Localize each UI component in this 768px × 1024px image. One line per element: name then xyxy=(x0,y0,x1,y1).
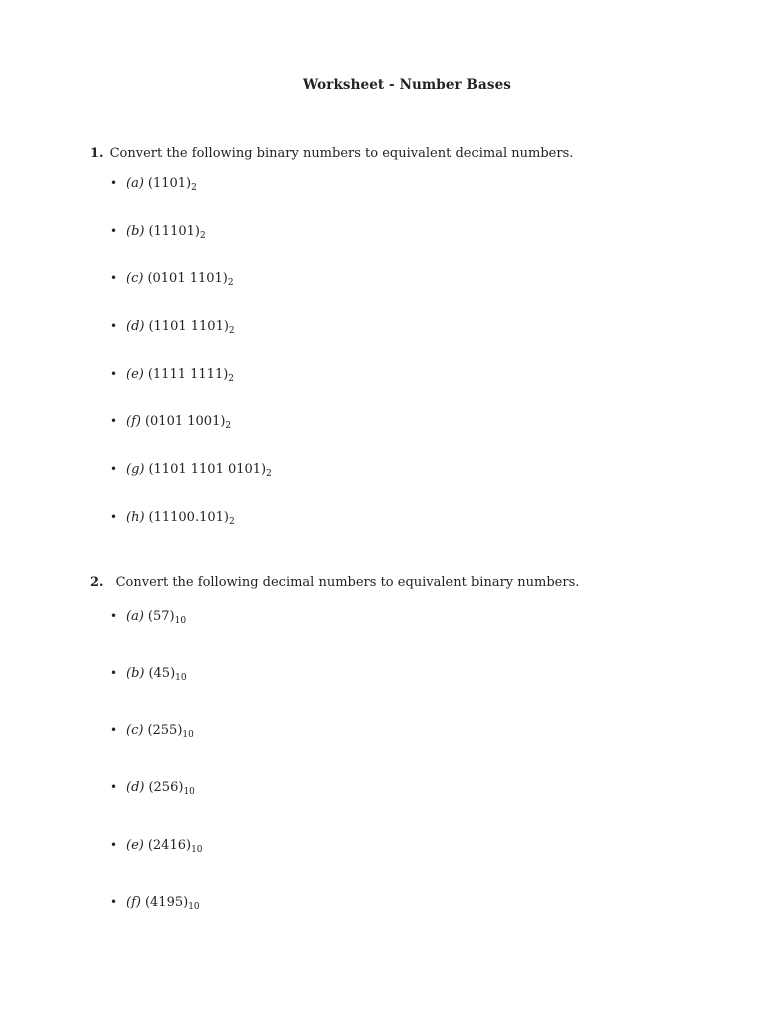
bullet-icon: • xyxy=(110,176,118,190)
list-item xyxy=(110,224,206,241)
item-base: 10 xyxy=(175,673,187,683)
bullet-icon: • xyxy=(110,367,118,381)
item-value: (1111 1111) xyxy=(147,367,229,382)
item-base: 2 xyxy=(228,326,235,336)
bullet-icon: • xyxy=(110,723,118,737)
bullet-icon: • xyxy=(110,510,118,524)
list-item xyxy=(110,895,200,912)
bullet-icon: • xyxy=(110,838,118,852)
item-value: (1101 1101) xyxy=(148,319,229,334)
item-value: (1101) xyxy=(147,176,192,191)
list-item xyxy=(110,723,194,740)
list-item xyxy=(110,176,197,193)
item-base: 10 xyxy=(174,616,187,626)
page-title: Worksheet - Number Bases xyxy=(303,77,511,93)
item-label: (e) xyxy=(126,367,144,382)
bullet-icon: • xyxy=(110,414,118,428)
item-value: (255) xyxy=(147,723,183,738)
item-label: (a) xyxy=(126,176,144,191)
item-base: 10 xyxy=(191,845,203,855)
item-label: (a) xyxy=(126,609,144,624)
item-label: (e) xyxy=(126,838,144,853)
list-item xyxy=(110,510,235,527)
item-value: (256) xyxy=(148,780,184,795)
item-value: (2416) xyxy=(147,838,192,853)
item-label: (d) xyxy=(126,319,145,334)
item-value: (57) xyxy=(147,609,175,624)
item-label: (d) xyxy=(126,780,145,795)
item-value: (0101 1101) xyxy=(147,271,228,286)
item-value: (4195) xyxy=(144,895,189,910)
item-label: (c) xyxy=(126,271,144,286)
item-label: (h) xyxy=(126,510,145,525)
bullet-icon: • xyxy=(110,319,118,333)
item-label: (b) xyxy=(126,666,145,681)
item-base: 2 xyxy=(227,278,234,288)
item-base: 10 xyxy=(182,730,194,740)
list-item xyxy=(110,319,235,336)
question-1 xyxy=(90,146,573,161)
item-value: (11101) xyxy=(148,224,200,239)
question-text: Convert the following binary numbers to equivalent decimal numbers. xyxy=(109,146,574,161)
item-base: 2 xyxy=(191,183,197,193)
item-value: (1101 1101 0101) xyxy=(148,462,267,477)
bullet-icon: • xyxy=(110,895,118,909)
question-number: 2. xyxy=(90,575,104,590)
list-item xyxy=(110,414,231,431)
bullet-icon: • xyxy=(110,666,118,680)
list-item xyxy=(110,367,234,384)
item-label: (f) xyxy=(126,895,141,910)
question-number: 1. xyxy=(90,146,104,161)
list-item xyxy=(110,838,203,855)
item-label: (f) xyxy=(126,414,141,429)
item-value: (45) xyxy=(148,666,176,681)
list-item xyxy=(110,609,186,626)
bullet-icon: • xyxy=(110,780,118,794)
item-base: 2 xyxy=(266,469,272,479)
bullet-icon: • xyxy=(110,462,118,476)
item-base: 10 xyxy=(188,902,200,912)
item-label: (b) xyxy=(126,224,145,239)
item-value: (11100.101) xyxy=(148,510,229,525)
question-text: Convert the following decimal numbers to equivalent binary numbers. xyxy=(115,575,580,590)
bullet-icon: • xyxy=(110,224,118,238)
bullet-icon: • xyxy=(110,609,118,623)
item-label: (c) xyxy=(126,723,144,738)
list-item xyxy=(110,780,195,797)
list-item xyxy=(110,462,272,479)
bullet-icon: • xyxy=(110,271,118,285)
item-value: (0101 1001) xyxy=(144,414,226,429)
item-label: (g) xyxy=(126,462,145,477)
item-base: 2 xyxy=(199,231,206,241)
item-base: 10 xyxy=(183,787,195,797)
item-base: 2 xyxy=(228,517,235,527)
item-base: 2 xyxy=(228,374,235,384)
list-item xyxy=(110,666,187,683)
list-item xyxy=(110,271,234,288)
question-2 xyxy=(90,575,579,590)
item-base: 2 xyxy=(225,421,232,431)
